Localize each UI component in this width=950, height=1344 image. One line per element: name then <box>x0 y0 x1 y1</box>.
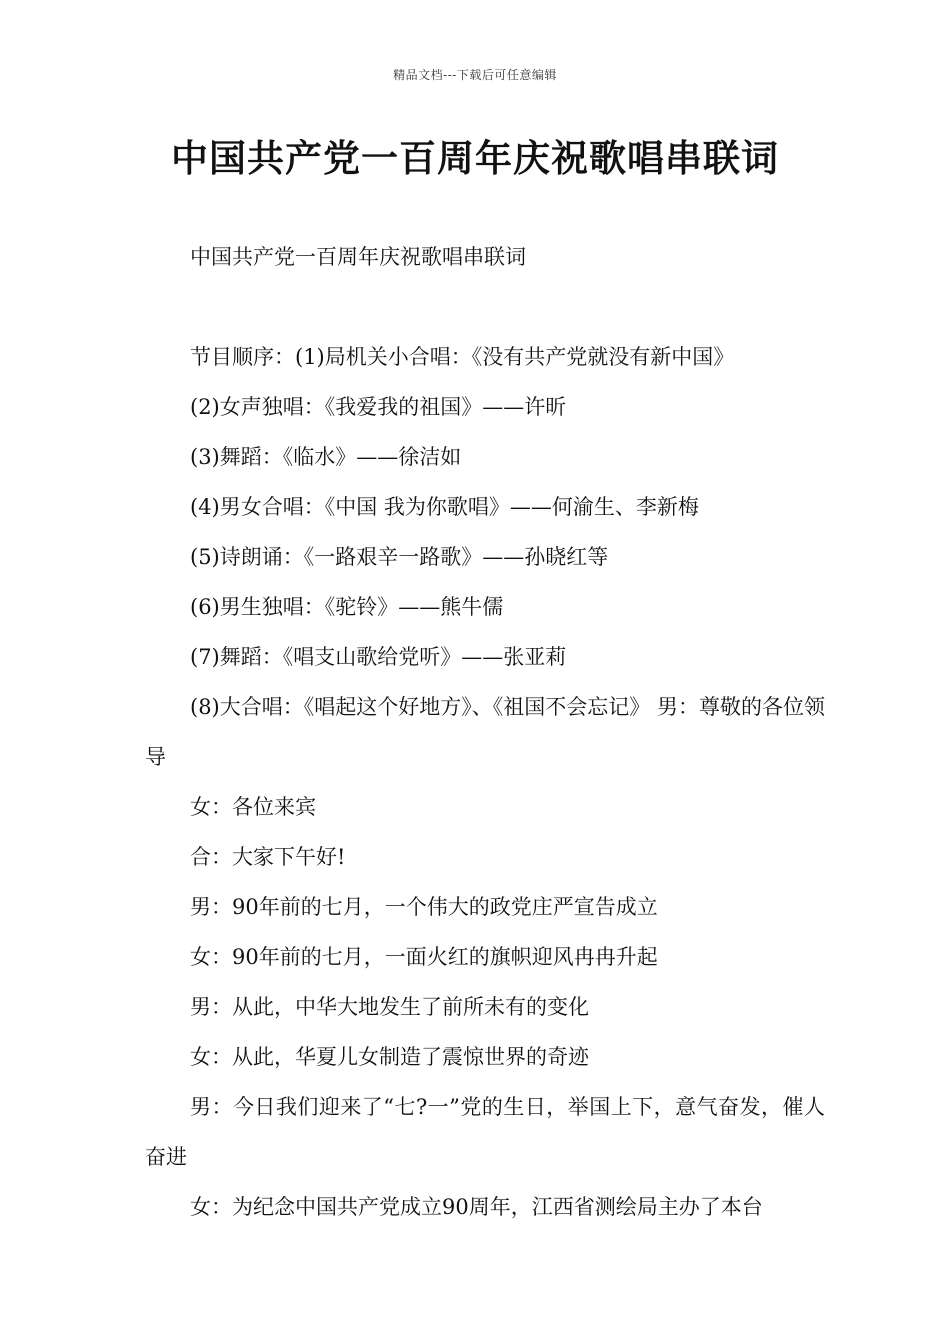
script-line: 合：大家下午好! <box>190 845 346 869</box>
subtitle-paragraph: 中国共产党一百周年庆祝歌唱串联词 <box>190 245 526 269</box>
script-line: 男：90年前的七月，一个伟大的政党庄严宣告成立 <box>190 895 658 919</box>
program-item: (6)男生独唱：《驼铃》——熊牛儒 <box>190 595 504 619</box>
script-line: 女：90年前的七月，一面火红的旗帜迎风冉冉升起 <box>190 945 658 969</box>
script-line: 女：为纪念中国共产党成立90周年，江西省测绘局主办了本台 <box>190 1195 763 1219</box>
program-item: (2)女声独唱：《我爱我的祖国》——许昕 <box>190 395 567 419</box>
header-note: 精品文档---下载后可任意编辑 <box>393 68 557 82</box>
document-title: 中国共产党一百周年庆祝歌唱串联词 <box>171 137 779 180</box>
script-line: 男：今日我们迎来了“七?一”党的生日，举国上下，意气奋发，催人奋进 <box>145 1095 825 1169</box>
program-item: (4)男女合唱：《中国 我为你歌唱》——何渝生、李新梅 <box>190 495 699 519</box>
program-item: (5)诗朗诵：《一路艰辛一路歌》——孙晓红等 <box>190 545 609 569</box>
document-body <box>145 232 825 1232</box>
script-line: 女：从此，华夏儿女制造了震惊世界的奇迹 <box>190 1045 589 1069</box>
program-item: (7)舞蹈：《唱支山歌给党听》——张亚莉 <box>190 645 567 669</box>
script-line: 女：各位来宾 <box>190 795 316 819</box>
program-item: (3)舞蹈：《临水》——徐洁如 <box>190 445 462 469</box>
script-line: 男：从此，中华大地发生了前所未有的变化 <box>190 995 589 1019</box>
program-order-paragraph: 节目顺序：(1)局机关小合唱：《没有共产党就没有新中国》 <box>190 345 735 369</box>
program-item: (8)大合唱：《唱起这个好地方》、《祖国不会忘记》 男：尊敬的各位领导 <box>145 695 825 769</box>
